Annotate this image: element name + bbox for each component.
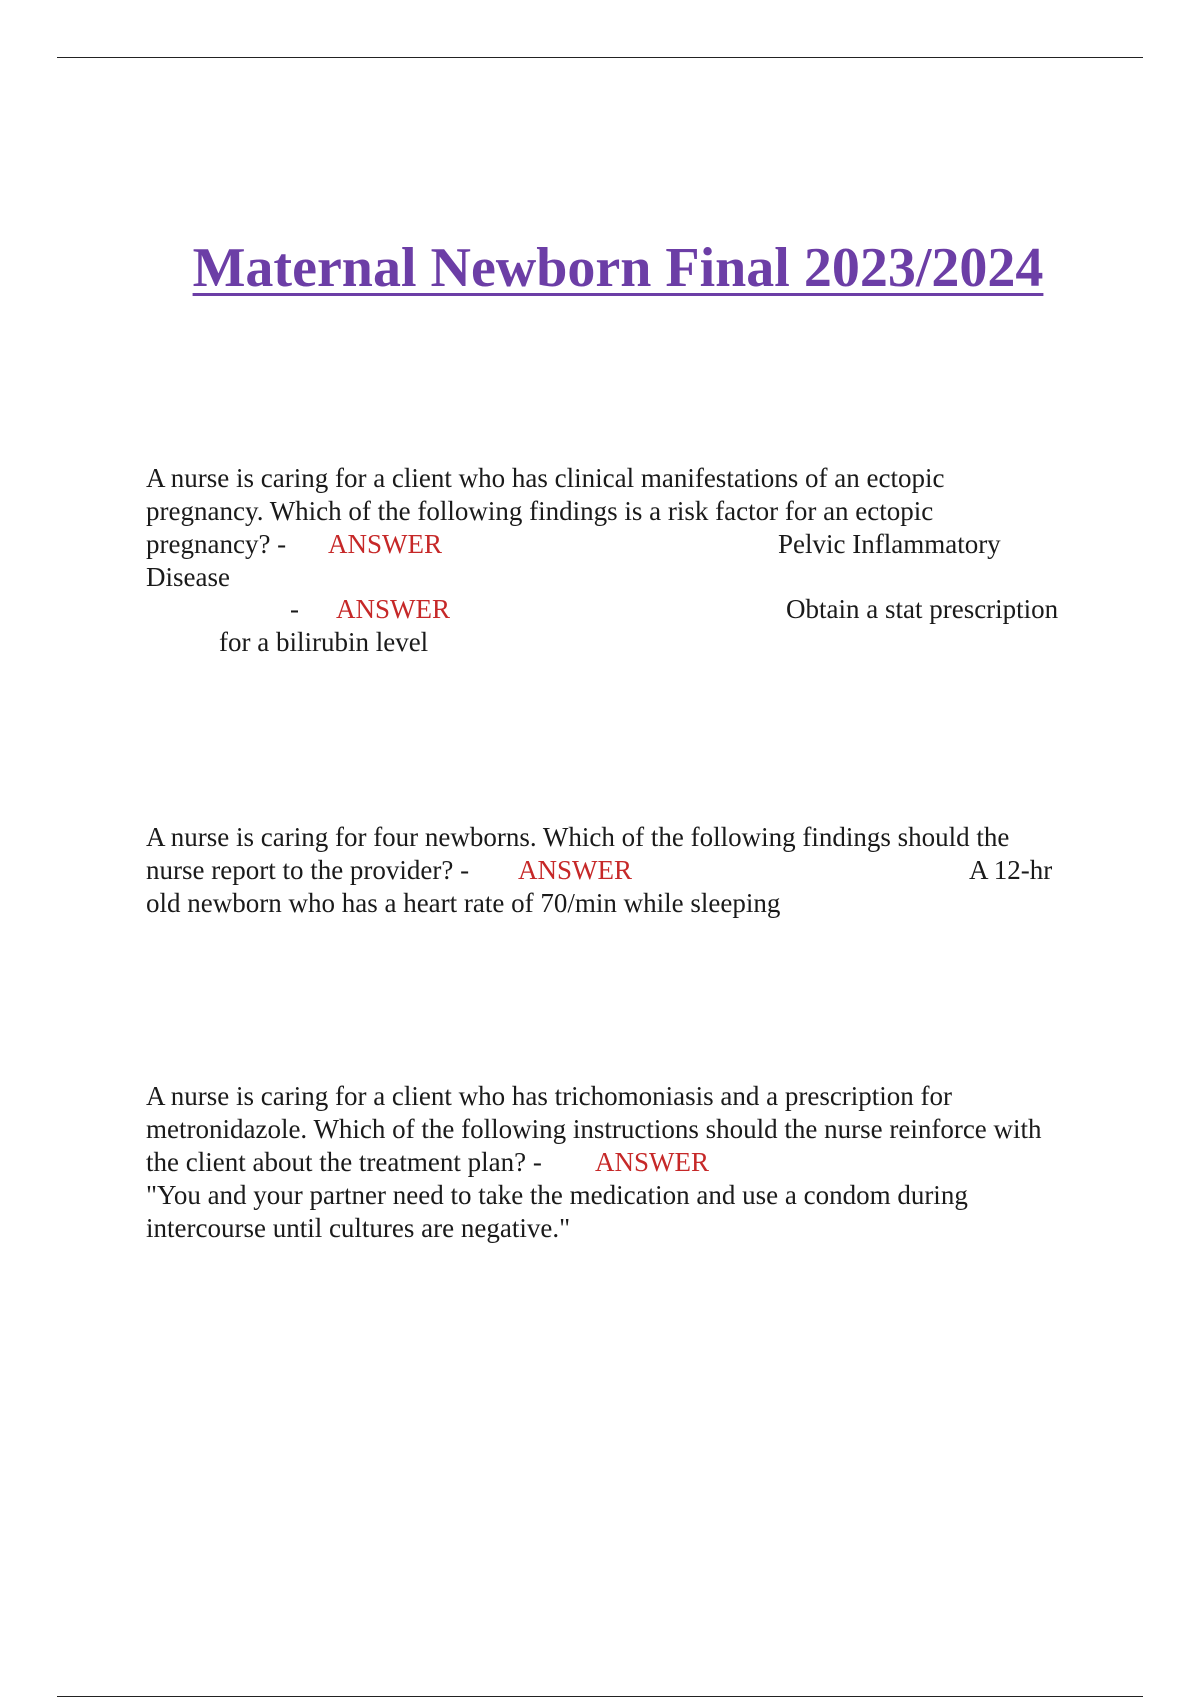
question-3-answer-end: old newborn who has a heart rate of 70/min while sleeping <box>146 888 781 918</box>
question-4-answer-line-2: intercourse until cultures are negative." <box>146 1213 571 1243</box>
question-1-line-2: pregnancy. Which of the following findings is a risk factor for an ectopic <box>146 496 934 526</box>
question-1-answer-start: Pelvic Inflammatory <box>778 529 1001 559</box>
question-2-stem-tail: - <box>290 594 299 624</box>
document-title: Maternal Newborn Final 2023/2024 <box>192 237 1044 299</box>
question-4-line-1: A nurse is caring for a client who has trichomoniasis and a prescription for <box>146 1081 953 1111</box>
question-4-line-2: metronidazole. Which of the following instructions should the nurse reinforce with <box>146 1114 1042 1144</box>
question-4-stem-tail: the client about the treatment plan? - <box>146 1147 542 1177</box>
question-1-answer-label: ANSWER <box>328 529 442 559</box>
question-4-answer-label: ANSWER <box>595 1147 709 1177</box>
question-1-line-1: A nurse is caring for a client who has clinical manifestations of an ectopic <box>146 463 945 493</box>
question-1-answer-end: Disease <box>146 562 230 592</box>
question-3-answer-start: A 12-hr <box>969 855 1053 885</box>
question-3-answer-label: ANSWER <box>518 855 632 885</box>
top-rule <box>57 57 1143 58</box>
question-3-line-1: A nurse is caring for four newborns. Which of the following findings should the <box>146 822 1010 852</box>
question-2-answer-end: for a bilirubin level <box>219 627 429 657</box>
question-2-answer-label: ANSWER <box>336 594 450 624</box>
question-1-stem-tail: pregnancy? - <box>146 529 287 559</box>
question-3-stem-tail: nurse report to the provider? - <box>146 855 470 885</box>
bottom-rule <box>57 1696 1143 1697</box>
question-4-answer-line-1: "You and your partner need to take the medication and use a condom during <box>146 1180 968 1210</box>
question-2-answer-start: Obtain a stat prescription <box>786 594 1059 624</box>
